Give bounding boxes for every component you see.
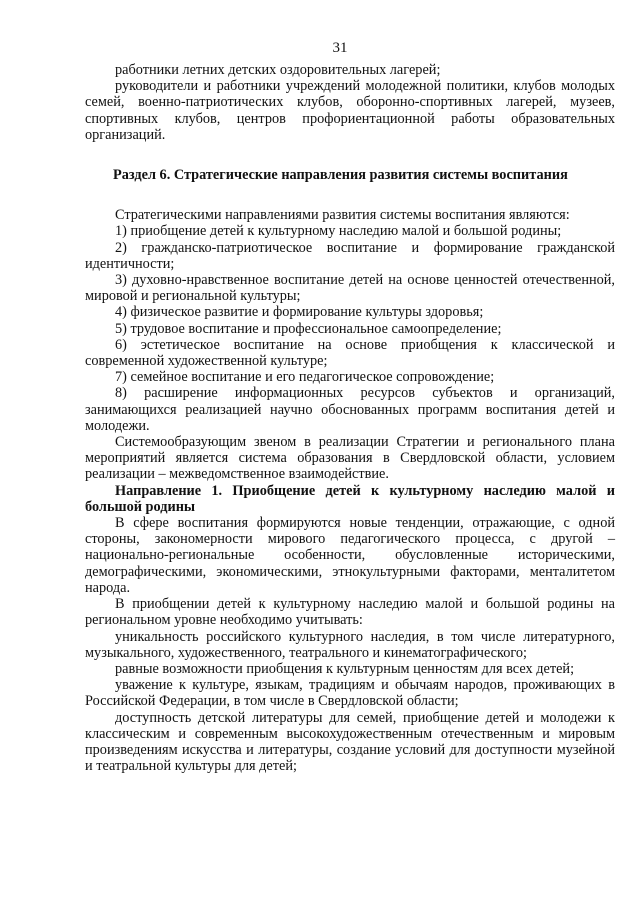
- list-item: 3) духовно-нравственное воспитание детей на основе ценностей отечественной, мировой и региональной культуры;: [85, 272, 615, 305]
- list-item: 5) трудовое воспитание и профессиональное самоопределение;: [115, 320, 502, 337]
- paragraph-trends: В сфере воспитания формируются новые тенденции, отражающие, с одной стороны, закономерности мирового педагогического процесса, с другой – национально-региональные особенности, обусловленные историческими, демографическими, экономическими, этнокультурными факторами, менталитетом народа.: [85, 515, 615, 596]
- paragraph-regional: В приобщении детей к культурному наследию малой и большой родины на региональном уровне необходимо учитывать:: [85, 596, 615, 629]
- paragraph-system: Системообразующим звеном в реализации Стратегии и регионального плана мероприятий является система образования в Свердловской области, условием реализации – межведомственное взаимодействие.: [85, 434, 615, 483]
- list-intro: Стратегическими направлениями развития системы воспитания являются:: [115, 207, 570, 224]
- consider-item: равные возможности приобщения к культурным ценностям для всех детей;: [115, 660, 575, 677]
- paragraph-youth-policy: руководители и работники учреждений молодежной политики, клубов молодых семей, военно-патриотических клубов, оборонно-спортивных лагерей, музеев, спортивных клубов, центров профориентационной работы образовательных организаций.: [85, 78, 615, 143]
- paragraph-camp-workers: работники летних детских оздоровительных лагерей;: [115, 62, 441, 78]
- direction-heading: Направление 1. Приобщение детей к культурному наследию малой и большой родины: [85, 482, 615, 515]
- list-item: 8) расширение информационных ресурсов субъектов и организаций, занимающихся реализацией научно обоснованных программ воспитания детей и молодежи.: [85, 385, 615, 434]
- list-item: 2) гражданско-патриотическое воспитание и формирование гражданской идентичности;: [85, 239, 615, 272]
- list-item: 4) физическое развитие и формирование культуры здоровья;: [115, 304, 484, 321]
- list-item: 6) эстетическое воспитание на основе приобщения к классической и современной художественной культуре;: [85, 336, 615, 370]
- consider-item: доступность детской литературы для семей, приобщение детей и молодежи к классическим и современным высокохудожественным отечественным и мировым произведениям искусства и литературы, создание условий для доступности музейной и театральной культуры для детей;: [85, 709, 615, 775]
- page-number: 31: [332, 40, 348, 56]
- list-item: 7) семейное воспитание и его педагогическое сопровождение;: [115, 369, 495, 386]
- document-page: [85, 0, 615, 774]
- consider-item: уникальность российского культурного наследия, в том числе литературного, музыкального, художественного, театрального и кинематографического;: [85, 628, 615, 661]
- section-heading: Раздел 6. Стратегические направления развития системы воспитания: [113, 167, 568, 184]
- list-item: 1) приобщение детей к культурному наследию малой и большой родины;: [115, 223, 562, 240]
- consider-item: уважение к культуре, языкам, традициям и обычаям народов, проживающих в Российской Федерации, в том числе в Свердловской области;: [85, 677, 615, 710]
